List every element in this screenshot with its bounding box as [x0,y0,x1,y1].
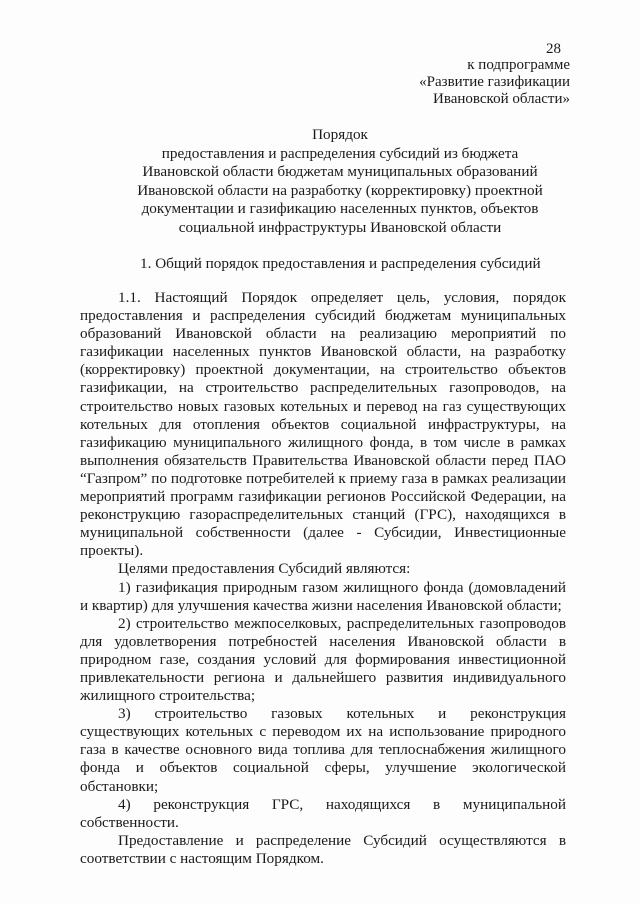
annex-reference [350,57,570,108]
goal-item-2: 2) строительство межпоселковых, распределительных газопроводов для удовлетворения потребностей населения Ивановской области в природном газе, создания условий для формирования инвестиционной привлекательности региона и дальнейшего развития индивидуального жилищного строительства; [80,614,566,705]
title-line: социальной инфраструктуры Ивановской области [178,218,502,236]
goal-item-1: 1) газификация природным газом жилищного фонда (домовладений и квартир) для улучшения качества жизни населения Ивановской области; [80,578,566,614]
paragraph-goals-intro: Целями предоставления Субсидий являются: [118,560,411,578]
title-line: предоставления и распределения субсидий из бюджета [161,144,519,162]
title-heading: Порядок [312,126,368,143]
title-line: Ивановской области на разработку (корректировку) проектной [137,181,543,199]
page-number: 28 [546,41,561,57]
document-body [80,289,566,868]
goal-item-4: 4) реконструкция ГРС, находящихся в муниципальной собственности. [80,795,566,831]
annex-line-2: «Развитие газификации [419,74,570,90]
paragraph-1-1: 1.1. Настоящий Порядок определяет цель, условия, порядок предоставления и распределения субсидий бюджетам муниципальных образований Ивановской области на реализацию мероприятий по газификации населенных пунктов Ивановской области, на разработку (корректировку) проектной документации, на строительство объектов газификации, на строительство распределительных газопроводов, на строительство новых газовых котельных и перевод на газ существующих котельных для отопления объектов социальной инфраструктуры, на газификацию муниципального жилищного фонда, в том числе в рамках выполнения обязательств Правительства Ивановской области перед ПАО “Газпром” по подготовке потребителей к приему газа в рамках реализации мероприятий программ газификации регионов Российской Федерации, на реконструкцию газораспределительных станций (ГРС), находящихся в муниципальной собственности (далее - Субсидии, Инвестиционные проекты). [80,289,566,560]
title-line: Ивановской области бюджетам муниципальных образований [142,163,538,181]
document-title [100,126,580,238]
annex-line-3: Ивановской области» [433,91,570,107]
section-heading: 1. Общий порядок предоставления и распределения субсидий [140,255,541,272]
goal-item-3: 3) строительство газовых котельных и реконструкция существующих котельных с переводом их на использование природного газа в качестве основного вида топлива для теплоснабжения жилищного фонда и объектов социальной сферы, улучшение экологической обстановки; [80,705,566,795]
annex-line-1: к подпрограмме [467,57,570,73]
title-line: документации и газификацию населенных пунктов, объектов [141,200,539,218]
paragraph-closing: Предоставление и распределение Субсидий осуществляются в соответствии с настоящим Порядком. [80,831,566,867]
